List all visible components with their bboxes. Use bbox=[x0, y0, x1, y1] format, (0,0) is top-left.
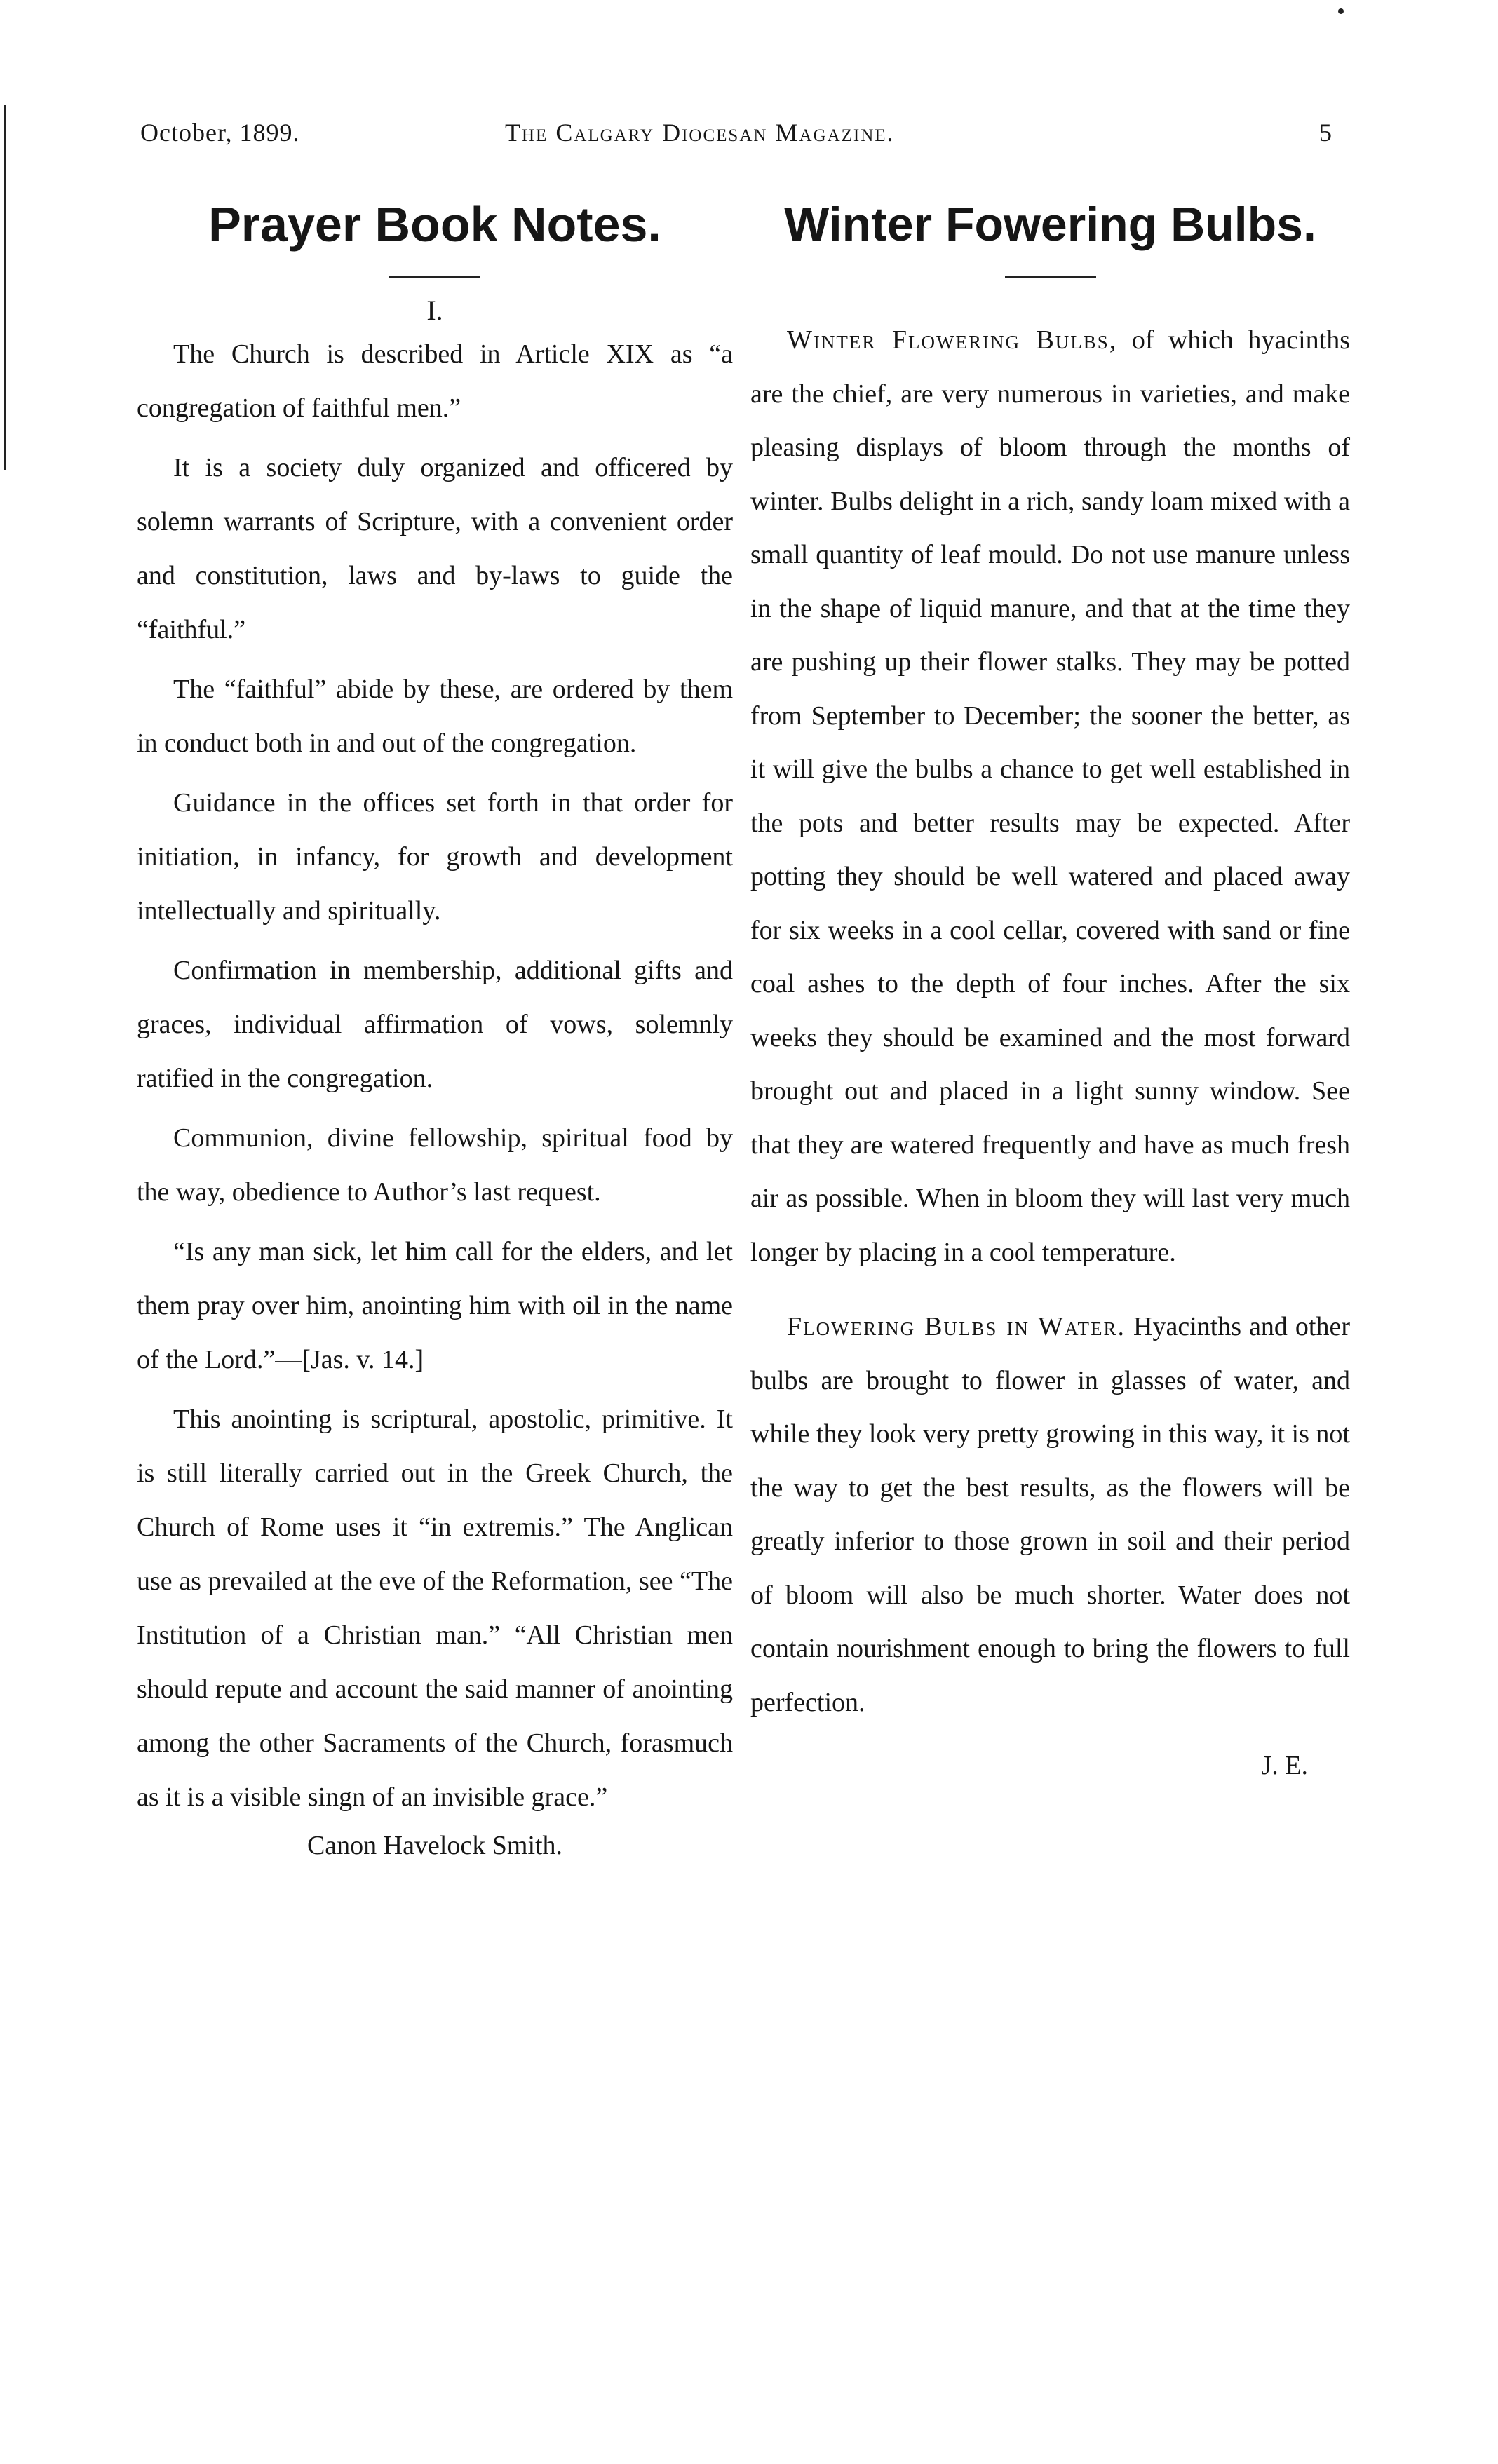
article-paragraph: Confirmation in membership, additional gifts and graces, individual affirmation of vows, solemnly ratified in the congregation. bbox=[137, 956, 733, 1093]
article-paragraph: Communion, divine fellowship, spiritual food by the way, obedience to Author’s last request. bbox=[137, 1123, 733, 1207]
winter-bulbs-heading: Winter Fowering Bulbs. bbox=[784, 198, 1316, 251]
article-paragraph: “Is any man sick, let him call for the elders, and let them pray over him, anointing him with oil in the name of the Lord.”—[Jas. v. 14.] bbox=[137, 1237, 733, 1374]
heading-rule bbox=[1005, 276, 1096, 278]
paragraph-body: of which hyacinths are the chief, are very numerous in varieties, and make pleasing displays of bloom through the months of winter. Bulbs delight in a rich, sandy loam mixed with a small quantity of leaf mould. Do not use manure unless in the shape of liquid manure, and that at the time they are pushing up their flower stalks. They may be potted from September to December; the sooner the better, as it will give the bulbs a chance to get well established in the pots and better results may be expected. After potting they should be well watered and placed away for six weeks in a cool cellar, covered with sand or fine coal ashes to the depth of four inches. After the six weeks they should be examined and the most forward brought out and placed in a light sunny window. See that they are watered frequently and have as much fresh air as possible. When in bloom they will last very much longer by placing in a cool temperature. bbox=[750, 325, 1351, 1267]
article-paragraph: The “faithful” abide by these, are ordered by them in conduct both in and out of the congregation. bbox=[137, 675, 733, 758]
article-paragraph bbox=[750, 313, 1350, 1279]
article-paragraph: Guidance in the offices set forth in that order for initiation, in infancy, for growth and development intellectually and spiritually. bbox=[137, 788, 733, 926]
article-paragraph: It is a society duly organized and officered by solemn warrants of Scripture, with a convenient order and constitution, laws and by-laws to guide the “faithful.” bbox=[137, 453, 733, 644]
prayer-book-notes-column bbox=[137, 189, 733, 1861]
magazine-title: The Calgary Diocesan Magazine. bbox=[505, 119, 895, 147]
author-signature: J. E. bbox=[1261, 1751, 1308, 1780]
article-paragraph: The Church is described in Article XIX as “a congregation of faithful men.” bbox=[137, 339, 733, 423]
scan-edge-mark bbox=[4, 105, 6, 470]
prayer-book-notes-heading: Prayer Book Notes. bbox=[208, 197, 661, 252]
section-number: I. bbox=[426, 295, 443, 326]
paragraph-body: Hyacinths and other bulbs are brought to flower in glasses of water, and while they look very pretty growing in this way, it is not the way to get the best results, as the flowers will be greatly inferior to those grown in soil and their period of bloom will also be much shorter. Water does not contain nourishment enough to bring the flowers to full perfection. bbox=[750, 1312, 1350, 1717]
running-head bbox=[140, 118, 1332, 160]
paragraph-lead-in: Winter Flowering Bulbs, bbox=[787, 325, 1118, 355]
page-number: 5 bbox=[1319, 119, 1332, 147]
article-paragraph: This anointing is scriptural, apostolic, primitive. It is still literally carried out in the Greek Church, the Church of Rome uses it “in extremis.” The Anglican use as prevailed at the eve of the Reformation, see “The Institution of a Christian man.” “All Christian men should repute and account the said manner of anointing among the other Sacraments of the Church, forasmuch as it is a visible singn of an invisible grace.” bbox=[137, 1404, 733, 1812]
scan-speck bbox=[1338, 8, 1344, 14]
winter-bulbs-column bbox=[750, 189, 1350, 1781]
heading-rule bbox=[389, 276, 480, 278]
paragraph-lead-in: Flowering Bulbs in Water. bbox=[787, 1312, 1126, 1341]
article-paragraph bbox=[750, 1300, 1350, 1729]
author-signature: Canon Havelock Smith. bbox=[306, 1831, 563, 1860]
issue-date: October, 1899. bbox=[140, 119, 300, 147]
